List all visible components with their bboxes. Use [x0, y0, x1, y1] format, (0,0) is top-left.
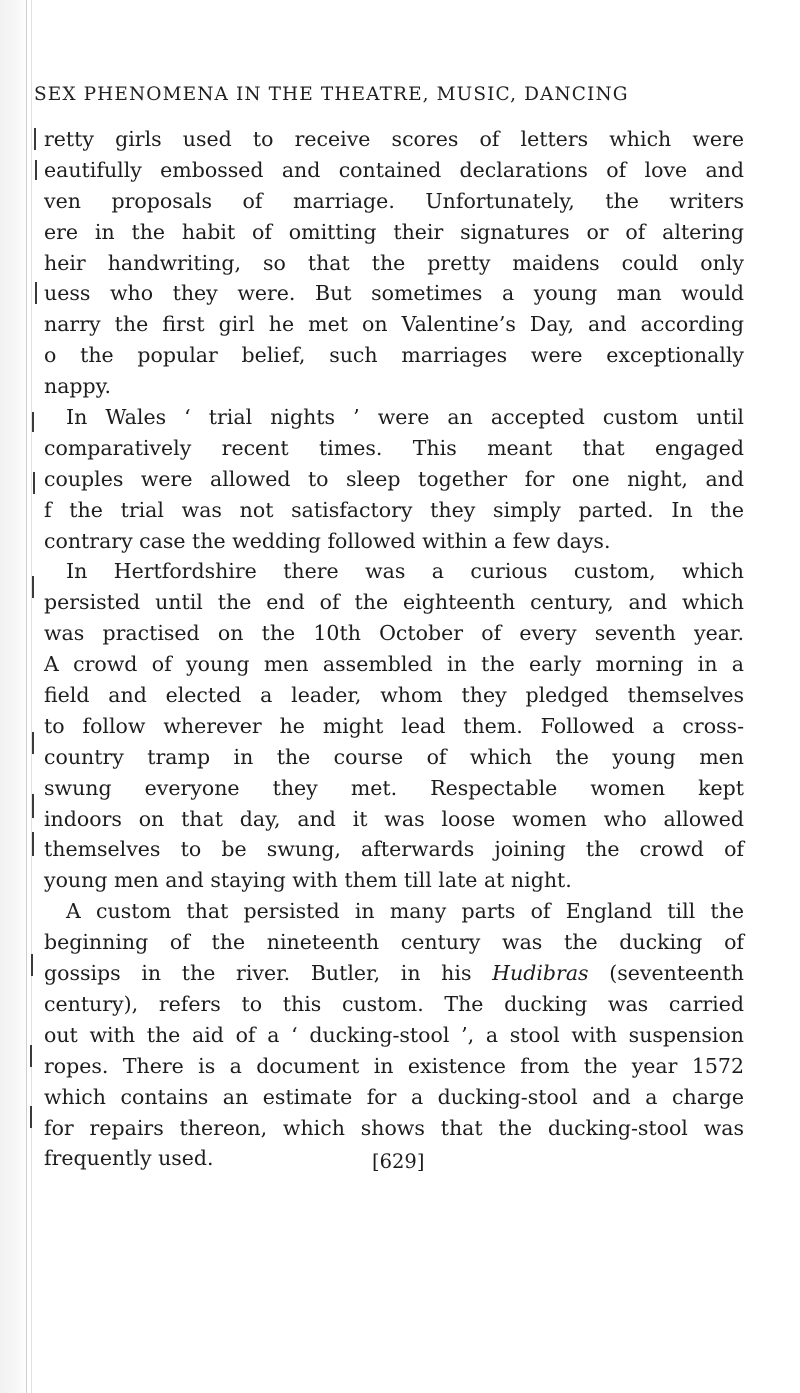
text-line: swung everyone they met. Respectable women kept	[44, 775, 744, 800]
text-line: couples were allowed to sleep together for one night, and	[44, 466, 744, 491]
text-line: In Hertfordshire there was a curious custom, which	[66, 559, 744, 584]
book-title: Hudibras	[492, 961, 589, 986]
text-line: which contains an estimate for a ducking-stool and a charge	[44, 1084, 744, 1109]
text-line: to follow wherever he might lead them. Followed a cross-	[44, 713, 744, 738]
text-line: heir handwriting, so that the pretty maidens could only	[44, 250, 744, 275]
text-line: indoors on that day, and it was loose women who allowed	[44, 806, 744, 831]
text-line: century), refers to this custom. The ducking was carried	[44, 991, 744, 1016]
text-line: young men and staying with them till late at night.	[44, 868, 572, 893]
text-line: narry the first girl he met on Valentine’s Day, and according	[44, 312, 744, 337]
text-run: (seventeenth	[609, 961, 744, 986]
text-line: uess who they were. But sometimes a young man would	[44, 281, 744, 306]
text-line: o the popular belief, such marriages were exceptionally	[44, 343, 744, 368]
text-line: for repairs thereon, which shows that the ducking-stool was	[44, 1115, 744, 1140]
text-line: eautifully embossed and contained declarations of love and	[44, 157, 744, 182]
text-line: In Wales ‘ trial nights ’ were an accepted custom until	[66, 405, 744, 430]
text-line: ere in the habit of omitting their signatures or of altering	[44, 219, 744, 244]
text-line: f the trial was not satisfactory they simply parted. In the	[44, 497, 744, 522]
text-line: frequently used.	[44, 1146, 214, 1171]
text-line: retty girls used to receive scores of letters which were	[44, 127, 744, 151]
text-line: country tramp in the course of which the young men	[44, 744, 744, 769]
text-line: A custom that persisted in many parts of England till the	[66, 899, 744, 924]
text-line: contrary case the wedding followed within a few days.	[44, 528, 611, 553]
text-line: A crowd of young men assembled in the early morning in a	[44, 652, 744, 677]
page-edge-marks	[8, 120, 42, 1210]
text-line: was practised on the 10th October of every seventh year.	[44, 621, 744, 646]
text-line: beginning of the nineteenth century was the ducking of	[44, 930, 744, 955]
text-line: comparatively recent times. This meant that engaged	[44, 435, 744, 460]
text-line: persisted until the end of the eighteenth century, and which	[44, 590, 744, 615]
text-line: ven proposals of marriage. Unfortunately, the writers	[44, 188, 744, 213]
text-line: out with the aid of a ‘ ducking-stool ’, a stool with suspension	[44, 1022, 744, 1047]
text-line: ropes. There is a document in existence from the year 1572	[44, 1053, 744, 1078]
text-run: gossips in the river. Butler, in his	[44, 961, 472, 986]
body-text	[44, 124, 744, 1174]
text-line: themselves to be swung, afterwards joining the crowd of	[44, 837, 744, 862]
running-head: SEX PHENOMENA IN THE THEATRE, MUSIC, DANCING	[34, 84, 629, 105]
text-line: nappy.	[44, 374, 112, 399]
text-line: field and elected a leader, whom they pledged themselves	[44, 683, 744, 708]
text-line	[44, 958, 744, 989]
page-number: [629]	[372, 1150, 425, 1173]
